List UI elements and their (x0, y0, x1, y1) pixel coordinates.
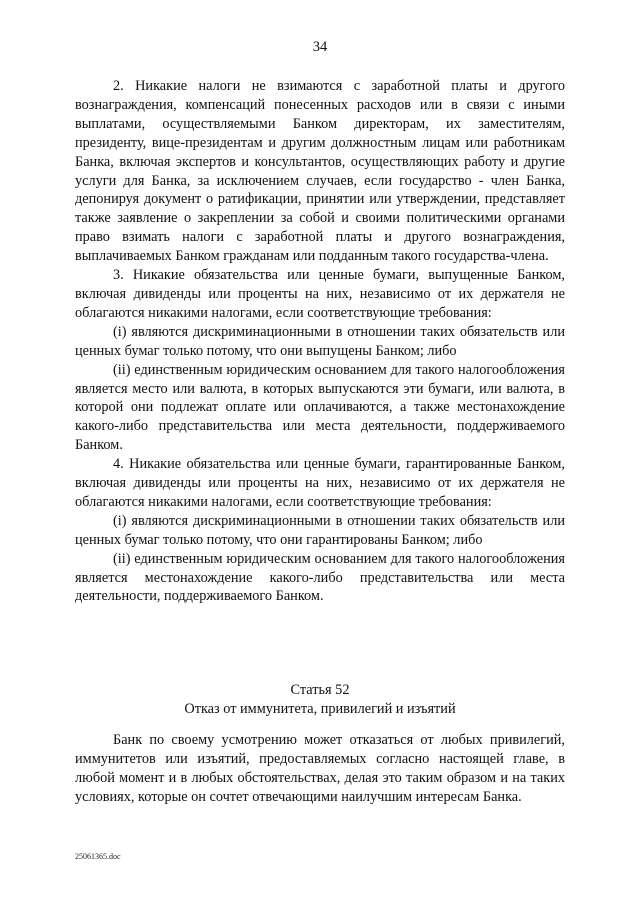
paragraph-4-item-i: (i) являются дискриминационными в отношении таких обязательств или ценных бумаг только потому, что они гарантированы Банком; либо (75, 512, 565, 548)
document-body (75, 77, 565, 606)
paragraph-3: 3. Никакие обязательства или ценные бумаги, выпущенные Банком, включая дивиденды или проценты на них, независимо от их держателя не облагаются никакими налогами, если соответствующие требования: (75, 267, 565, 321)
article-paragraph: Банк по своему усмотрению может отказаться от любых привилегий, иммунитетов или изъятий, предоставляемых согласно настоящей главе, в любой момент и в любых обстоятельствах, делая это таким образом и на таких условиях, которые он сочтет отвечающими наилучшим интересам Банка. (75, 732, 565, 805)
paragraph-4-item-ii: (ii) единственным юридическим основанием для такого налогообложения является местонахождение какого-либо представительства или места деятельности, поддерживаемого Банком. (75, 550, 565, 605)
footer-filename: 25061365.doc (75, 852, 121, 861)
article-heading (0, 681, 640, 719)
article-number: Статья 52 (290, 682, 350, 698)
article-body (75, 731, 565, 807)
paragraph-3-item-i: (i) являются дискриминационными в отношении таких обязательств или ценных бумаг только потому, что они выпущены Банком; либо (75, 323, 565, 359)
paragraph-2: 2. Никакие налоги не взимаются с заработной платы и другого вознаграждения, компенсаций понесенных расходов или в связи с иными выплатами, осуществляемыми Банком директорам, их заместителям, президенту, вице-президентам и другим должностным лицам или работникам Банка, включая экспертов и консультантов, осуществляющих работу и другие услуги для Банка, за исключением случаев, если государство - член Банка, депонируя документ о ратификации, принятии или утверждении, представляет также заявление о закреплении за собой и своими политическими органами право взимать налоги с заработной платы и другого вознаграждения, выплачиваемых Банком гражданам или подданным такого государства-члена. (75, 78, 565, 265)
article-title: Отказ от иммунитета, привилегий и изъятий (184, 701, 456, 717)
paragraph-3-item-ii: (ii) единственным юридическим основанием для такого налогообложения является место или валюта, в которых выпускаются эти бумаги, или валюта, в которой они подлежат оплате или оплачиваются, а также местонахождение какого-либо представительства или места деятельности, поддерживаемого Банком. (75, 361, 565, 454)
paragraph-4: 4. Никакие обязательства или ценные бумаги, гарантированные Банком, включая дивиденды или проценты на них, независимо от их держателя не облагаются никакими налогами, если соответствующие требования: (75, 456, 565, 510)
page-number: 34 (312, 39, 328, 55)
